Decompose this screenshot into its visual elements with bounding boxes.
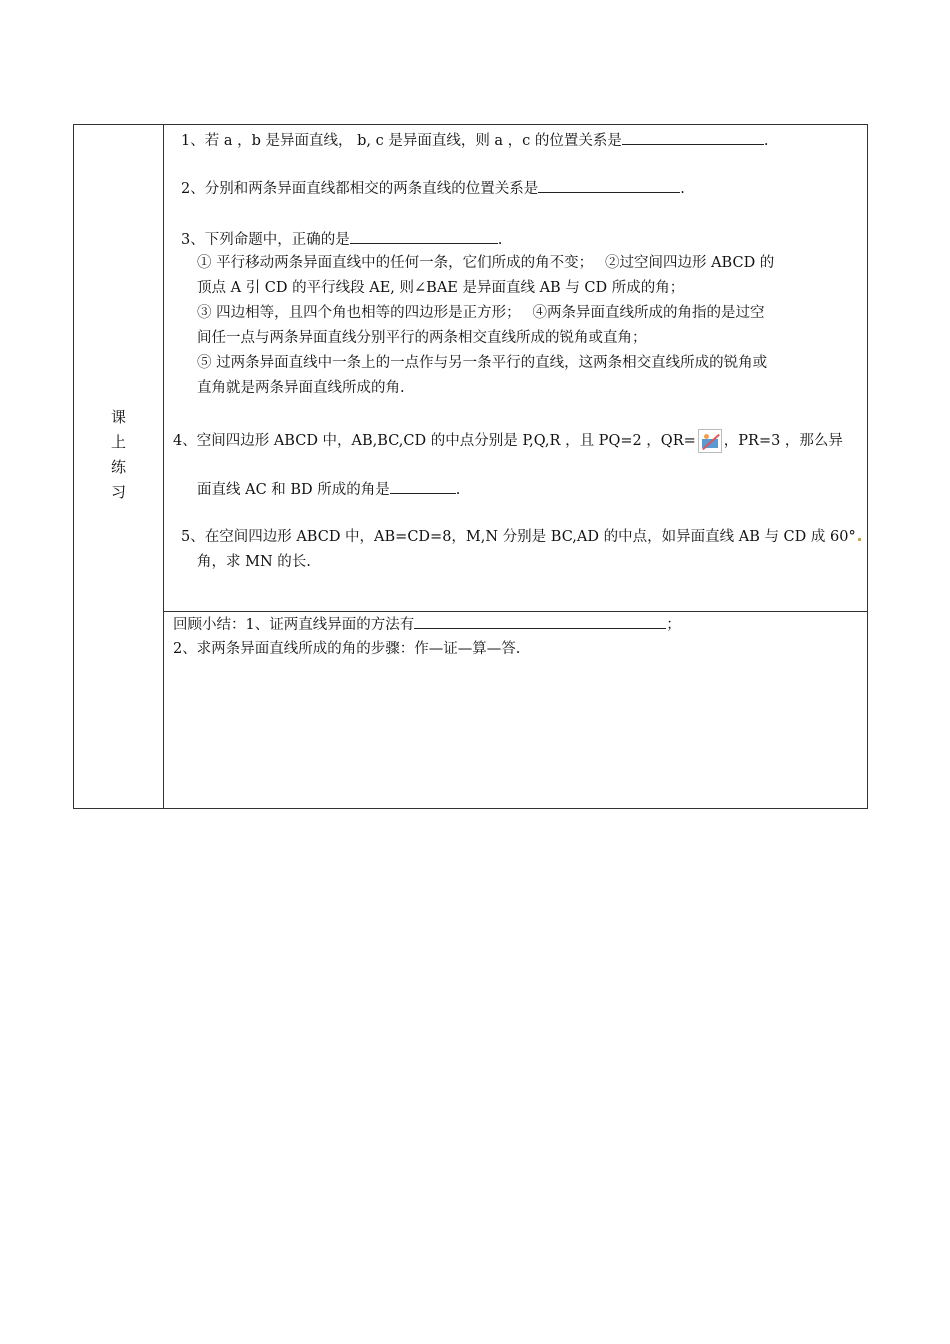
side-label-char: 练 — [110, 458, 126, 476]
statement-line: 直角就是两条异面直线所成的角. — [197, 380, 405, 396]
column-divider — [163, 125, 164, 808]
statement-line: ① 平行移动两条异面直线中的任何一条，它们所成的角不变； ②过空间四边形 ABCD 的 — [197, 255, 775, 271]
period: . — [455, 482, 461, 498]
statement-line: 顶点 A 引 CD 的平行线段 AE, 则∠BAE 是异面直线 AB 与 CD 所成的角； — [197, 280, 685, 296]
answer-blank[interactable] — [414, 614, 666, 629]
question-4-text: 面直线 AC 和 BD 所成的角是 — [197, 482, 390, 498]
question-4-text: 4、空间四边形 ABCD 中，AB,BC,CD 的中点分别是 P,Q,R ，且 PQ=2 ，QR= — [173, 433, 696, 449]
question-1-text: 1、若 a ，b 是异面直线， b, c 是异面直线，则 a ，c 的位置关系是 — [181, 133, 622, 149]
period: . — [763, 133, 769, 149]
side-label-char: 习 — [110, 483, 126, 501]
period: . — [497, 232, 503, 248]
period: . — [680, 181, 685, 197]
question-2 — [181, 178, 685, 199]
side-label-char: 课 — [110, 408, 126, 426]
statement-line: 间任一点与两条异面直线分别平行的两条相交直线所成的锐角或直角； — [197, 330, 647, 346]
summary-line-1 — [173, 614, 681, 635]
worksheet-table — [73, 124, 868, 809]
answer-blank[interactable] — [390, 479, 456, 494]
question-5-line-2: 角，求 MN 的长. — [197, 554, 311, 570]
statement-line: ⑤ 过两条异面直线中一条上的一点作与另一条平行的直线，这两条相交直线所成的锐角或 — [197, 355, 768, 371]
broken-image-icon — [698, 429, 722, 453]
question-3-text: 3、下列命题中，正确的是 — [181, 232, 350, 248]
answer-blank[interactable] — [350, 229, 498, 244]
question-3 — [181, 229, 502, 250]
side-label-char: 上 — [110, 433, 126, 451]
question-5-text: 5、在空间四边形 ABCD 中，AB=CD=8，M,N 分别是 BC,AD 的中点，如异面直线 AB 与 CD 成 60° — [181, 529, 856, 545]
question-5 — [181, 527, 863, 547]
question-4 — [173, 429, 843, 453]
row-divider — [163, 611, 867, 612]
summary-text: 回顾小结：1、证两直线异面的方法有 — [173, 617, 415, 633]
summary-line-2: 2、求两条异面直线所成的角的步骤：作—证—算—答. — [173, 641, 521, 657]
mark-dot — [858, 538, 861, 541]
question-4-text-after: ，PR=3 ，那么异 — [723, 433, 843, 449]
answer-blank[interactable] — [538, 178, 680, 193]
answer-blank[interactable] — [622, 130, 764, 145]
side-label — [74, 405, 163, 505]
semicolon: ； — [666, 617, 681, 633]
question-2-text: 2、分别和两条异面直线都相交的两条直线的位置关系是 — [181, 181, 539, 197]
statement-line: ③ 四边相等，且四个角也相等的四边形是正方形； ④两条异面直线所成的角指的是过空 — [197, 305, 765, 321]
question-4-line-2 — [197, 479, 460, 500]
question-1 — [181, 130, 769, 151]
